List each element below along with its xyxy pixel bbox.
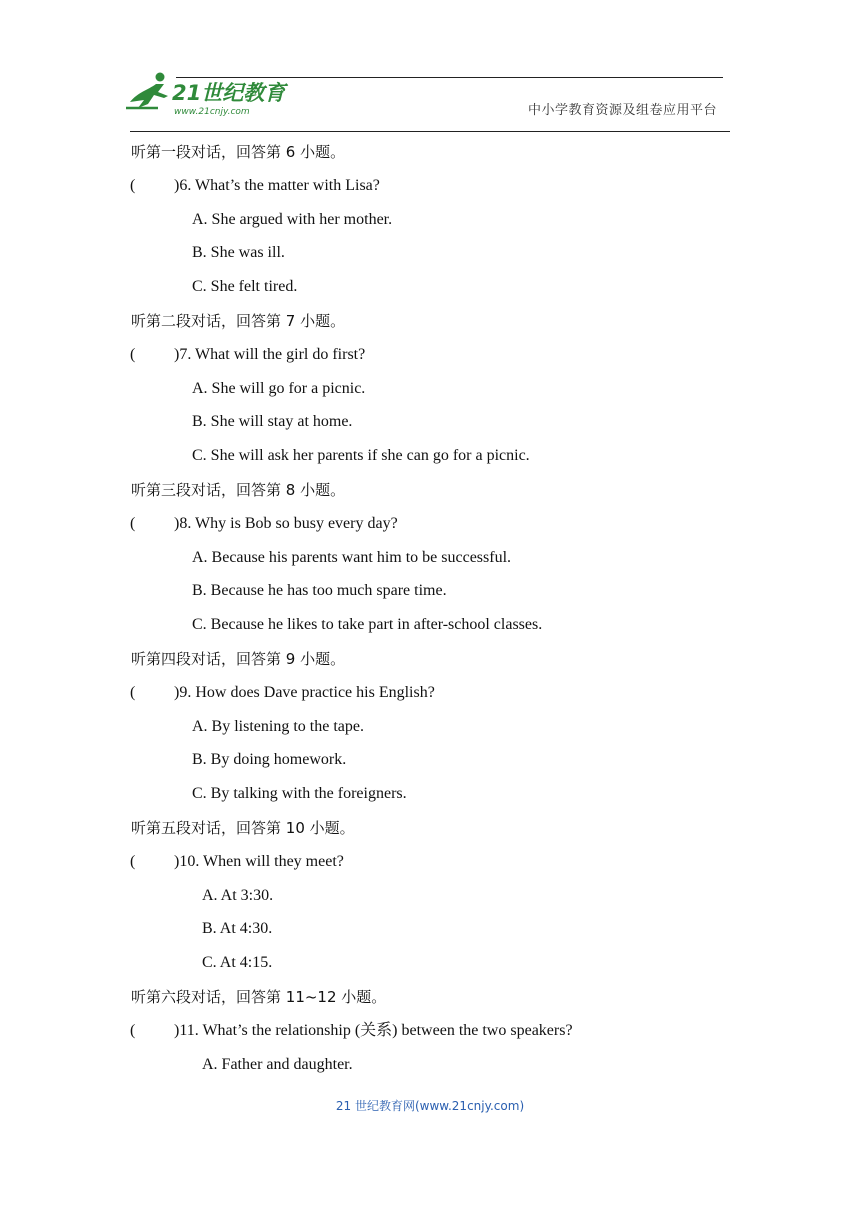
page-header (0, 0, 860, 140)
question-text: )9. How does Dave practice his English? (174, 684, 435, 701)
logo-wordmark: 21世纪教育 (172, 81, 286, 105)
question-line (130, 1021, 573, 1041)
answer-option: C. By talking with the foreigners. (192, 785, 407, 802)
answer-option: A. She will go for a picnic. (192, 380, 366, 397)
answer-option: B. At 4:30. (202, 920, 273, 937)
section-heading: 听第一段对话，回答第 6 小题。 (131, 143, 346, 161)
question-line (130, 852, 344, 872)
page-footer: 21 世纪教育网(www.21cnjy.com) (335, 1099, 525, 1113)
answer-option: B. By doing homework. (192, 751, 347, 768)
section-heading: 听第二段对话，回答第 7 小题。 (131, 312, 346, 330)
platform-name: 中小学教育资源及组卷应用平台 (528, 103, 718, 118)
answer-option: C. She felt tired. (192, 278, 298, 295)
question-line (130, 683, 435, 703)
answer-blank: ( (130, 1022, 136, 1039)
question-text: )7. What will the girl do first? (174, 346, 366, 363)
answer-blank: ( (130, 853, 136, 870)
answer-blank: ( (130, 346, 136, 363)
question-line (130, 514, 398, 534)
answer-option: A. Father and daughter. (202, 1056, 353, 1073)
answer-option: A. Because his parents want him to be successful. (192, 549, 512, 566)
section-heading: 听第六段对话，回答第 11~12 小题。 (131, 988, 387, 1006)
answer-option: B. She was ill. (192, 244, 285, 261)
logo-21cnjy (124, 70, 289, 118)
section-heading: 听第五段对话，回答第 10 小题。 (131, 819, 355, 837)
logo-url: www.21cnjy.com (174, 107, 250, 117)
answer-option: A. By listening to the tape. (192, 718, 364, 735)
section-heading: 听第四段对话，回答第 9 小题。 (131, 650, 346, 668)
question-line (130, 345, 365, 365)
answer-blank: ( (130, 515, 136, 532)
question-text: )11. What’s the relationship (关系) between the two speakers? (174, 1022, 573, 1039)
answer-option: C. She will ask her parents if she can go for a picnic. (192, 447, 530, 464)
question-text: )10. When will they meet? (174, 853, 344, 870)
section-heading: 听第三段对话，回答第 8 小题。 (131, 481, 346, 499)
answer-option: C. Because he likes to take part in after-school classes. (192, 616, 543, 633)
answer-option: B. Because he has too much spare time. (192, 582, 447, 599)
answer-option: A. She argued with her mother. (192, 211, 393, 228)
question-text: )8. Why is Bob so busy every day? (174, 515, 398, 532)
question-text: )6. What’s the matter with Lisa? (174, 177, 380, 194)
question-line (130, 176, 380, 196)
header-rule-bottom (130, 131, 730, 132)
answer-option: B. She will stay at home. (192, 413, 353, 430)
answer-option: C. At 4:15. (202, 954, 273, 971)
answer-option: A. At 3:30. (202, 887, 274, 904)
answer-blank: ( (130, 177, 136, 194)
answer-blank: ( (130, 684, 136, 701)
